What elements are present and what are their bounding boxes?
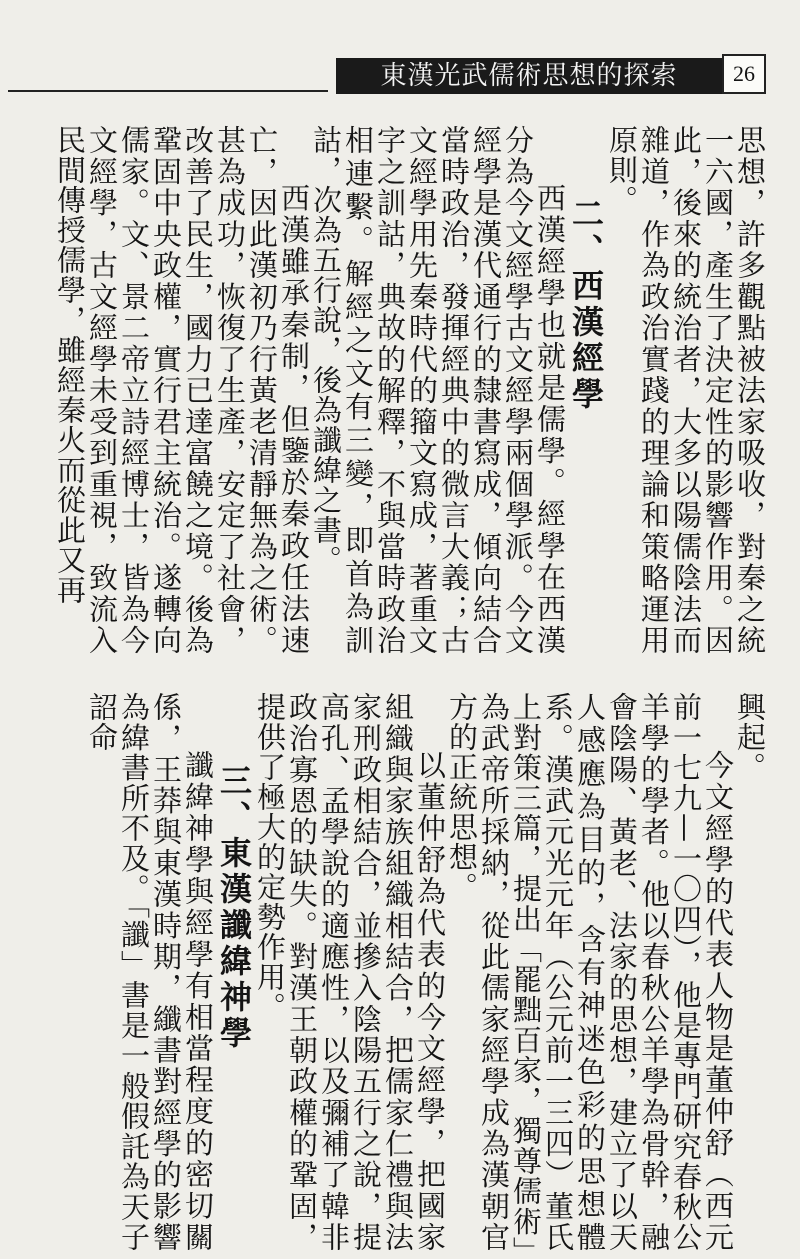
section-heading: 三、東漢讖緯神學 (215, 764, 253, 1052)
paragraph: 西漢雖承秦制，但鑒於秦政任法速亡，因此漢初乃行黃老清靜無為之術。甚為成功，恢復了生產，安定了社會，改善了民生，國力已達富饒之境。後為鞏固中央政權，實行君主統治。遂轉向儒家。文、景二帝立詩經博士，皆為今文經學，古文經學未受到重視，致流入民間傳授儒學，雖經秦火而從此又再 (53, 125, 311, 655)
paragraph: 興起。 (733, 692, 767, 782)
paragraph: 今文經學的代表人物是董仲舒（西元前一七九—一〇四），他是專門研究春秋公羊學的學者。他以春秋公羊學為骨幹，融會陰陽、黃老、法家的思想，建立了以天人感應為目的，含有神迷色彩的思想體系。漢武元光元年（公元前一三四）董氏上對策三篇，提出「罷黜百家，獨尊儒術」為武帝所採納，從此儒家經學成為漢朝官方的正統思想。 (445, 692, 735, 1252)
upper-text-block (53, 125, 767, 655)
paragraph: 讖緯神學與經學有相當程度的密切關係，王莽與東漢時期，纖書對經學的影響為緯書所不及。「讖」書是一般假託為天子詔命 (85, 692, 215, 1252)
paragraph: 以董仲舒為代表的今文經學，把國家組織與家族組織相結合，把儒家仁禮與法家刑政相結合，並摻入陰陽五行之說，提高孔、孟學說的適應性，以及彌補了韓非政治寡恩的缺失。對漢王朝政權的鞏固，提供了極大的定勢作用。 (253, 692, 447, 1252)
header-rule (8, 90, 328, 92)
paragraph: 思想，許多觀點被法家吸收，對秦之統一六國，產生了決定性的影響作用。因此，後來的統治者，大多以陽儒陰法而雜道，作為政治實踐的理論和策略運用原則。 (605, 125, 767, 655)
section-heading: 二、西漢經學 (567, 197, 605, 413)
running-title: 東漢光武儒術思想的探索 (336, 58, 722, 94)
paragraph: 西漢經學也就是儒學。經學在西漢分為今文經學古文經學兩個學派。今文經學是漢代通行的隸書寫成，傾向結合當時政治，發揮經典中的微言大義；古文經學用先秦時代的籀文寫成，著重文字之訓詁，典故的解釋，不與當時政治相連繫。解經之文有三變，即首為訓詁，次為五行說，後為讖緯之書。 (309, 125, 567, 655)
page-number: 26 (722, 54, 766, 94)
lower-text-block (66, 692, 766, 1252)
